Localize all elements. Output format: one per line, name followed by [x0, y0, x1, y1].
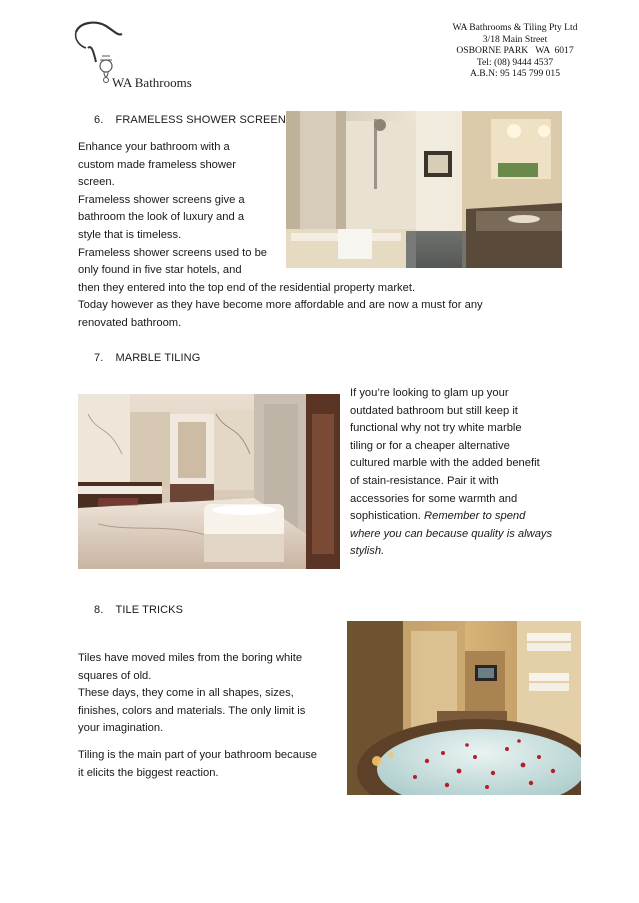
section-6-title: FRAMELESS SHOWER SCREEN [115, 114, 286, 126]
section-7-title: MARBLE TILING [115, 352, 201, 364]
text-line: it elicits the biggest reaction. [78, 766, 219, 779]
text-line: screen. [78, 176, 115, 189]
text-span: sophistication. [350, 510, 421, 523]
text-line: style that is timeless. [78, 228, 182, 241]
text-line: tiling or for a cheaper alternative [350, 439, 510, 452]
text-line: renovated bathroom. [78, 316, 182, 329]
marble-tiling-photo [78, 394, 340, 569]
text-line: finishes, colors and materials. The only limit is [78, 704, 306, 717]
company-address [440, 22, 590, 80]
section-8-text [78, 650, 343, 782]
text-line: Enhance your bathroom with a [78, 141, 230, 153]
text-line: custom made frameless shower [78, 158, 236, 171]
text-line: Tiles have moved miles from the boring white [78, 652, 303, 664]
text-line: Frameless shower screens used to be [78, 246, 268, 259]
text-line: cultured marble with the added benefit [350, 457, 540, 470]
text-line: Frameless shower screens give a [78, 193, 245, 206]
text-line: accessories for some warmth and [350, 492, 518, 505]
text-line [350, 508, 590, 526]
logo [66, 14, 226, 94]
company-suburb: OSBORNE PARK WA 6017 [456, 45, 574, 56]
text-line: Today however as they have become more affordable and are now a must for any [78, 299, 483, 312]
italic-text: where you can because quality is always [350, 527, 553, 540]
tile-tricks-photo [347, 621, 581, 795]
text-line: outdated bathroom but still keep it [350, 404, 518, 417]
frameless-shower-photo [286, 111, 562, 268]
italic-line [350, 526, 590, 544]
text-line: bathroom the look of luxury and a [78, 211, 245, 224]
company-abn: A.B.N: 95 145 799 015 [469, 68, 561, 79]
text-line: If you’re looking to glam up your [350, 387, 509, 399]
text-line: functional why not try white marble [350, 422, 522, 435]
company-name: WA Bathrooms & Tiling Pty Ltd [452, 22, 578, 33]
text-line: of stain-resistance. Pair it with [350, 474, 499, 487]
text-line: only found in five star hotels, and [78, 264, 242, 277]
section-8-number: 8. [94, 604, 104, 616]
section-7-number: 7. [94, 352, 104, 364]
text-line: then they entered into the top end of the residential property market. [78, 281, 416, 294]
section-7-text [350, 385, 590, 561]
section-8-title: TILE TRICKS [115, 604, 184, 616]
text-line: your imagination. [78, 722, 164, 735]
italic-text: stylish. [350, 545, 385, 558]
text-line: Tiling is the main part of your bathroom because [78, 748, 317, 761]
section-6-number: 6. [94, 114, 104, 126]
text-line: These days, they come in all shapes, sizes, [78, 687, 294, 700]
section-6-heading [94, 114, 286, 126]
section-8-heading [94, 604, 183, 616]
italic-text: Remember to spend [424, 510, 526, 523]
text-line: squares of old. [78, 669, 152, 682]
logo-text: WA Bathrooms [112, 75, 192, 90]
italic-line [350, 543, 590, 561]
company-street: 3/18 Main Street [482, 33, 548, 45]
section-7-heading [94, 352, 200, 364]
company-tel: Tel: (08) 9444 4537 [476, 56, 554, 68]
